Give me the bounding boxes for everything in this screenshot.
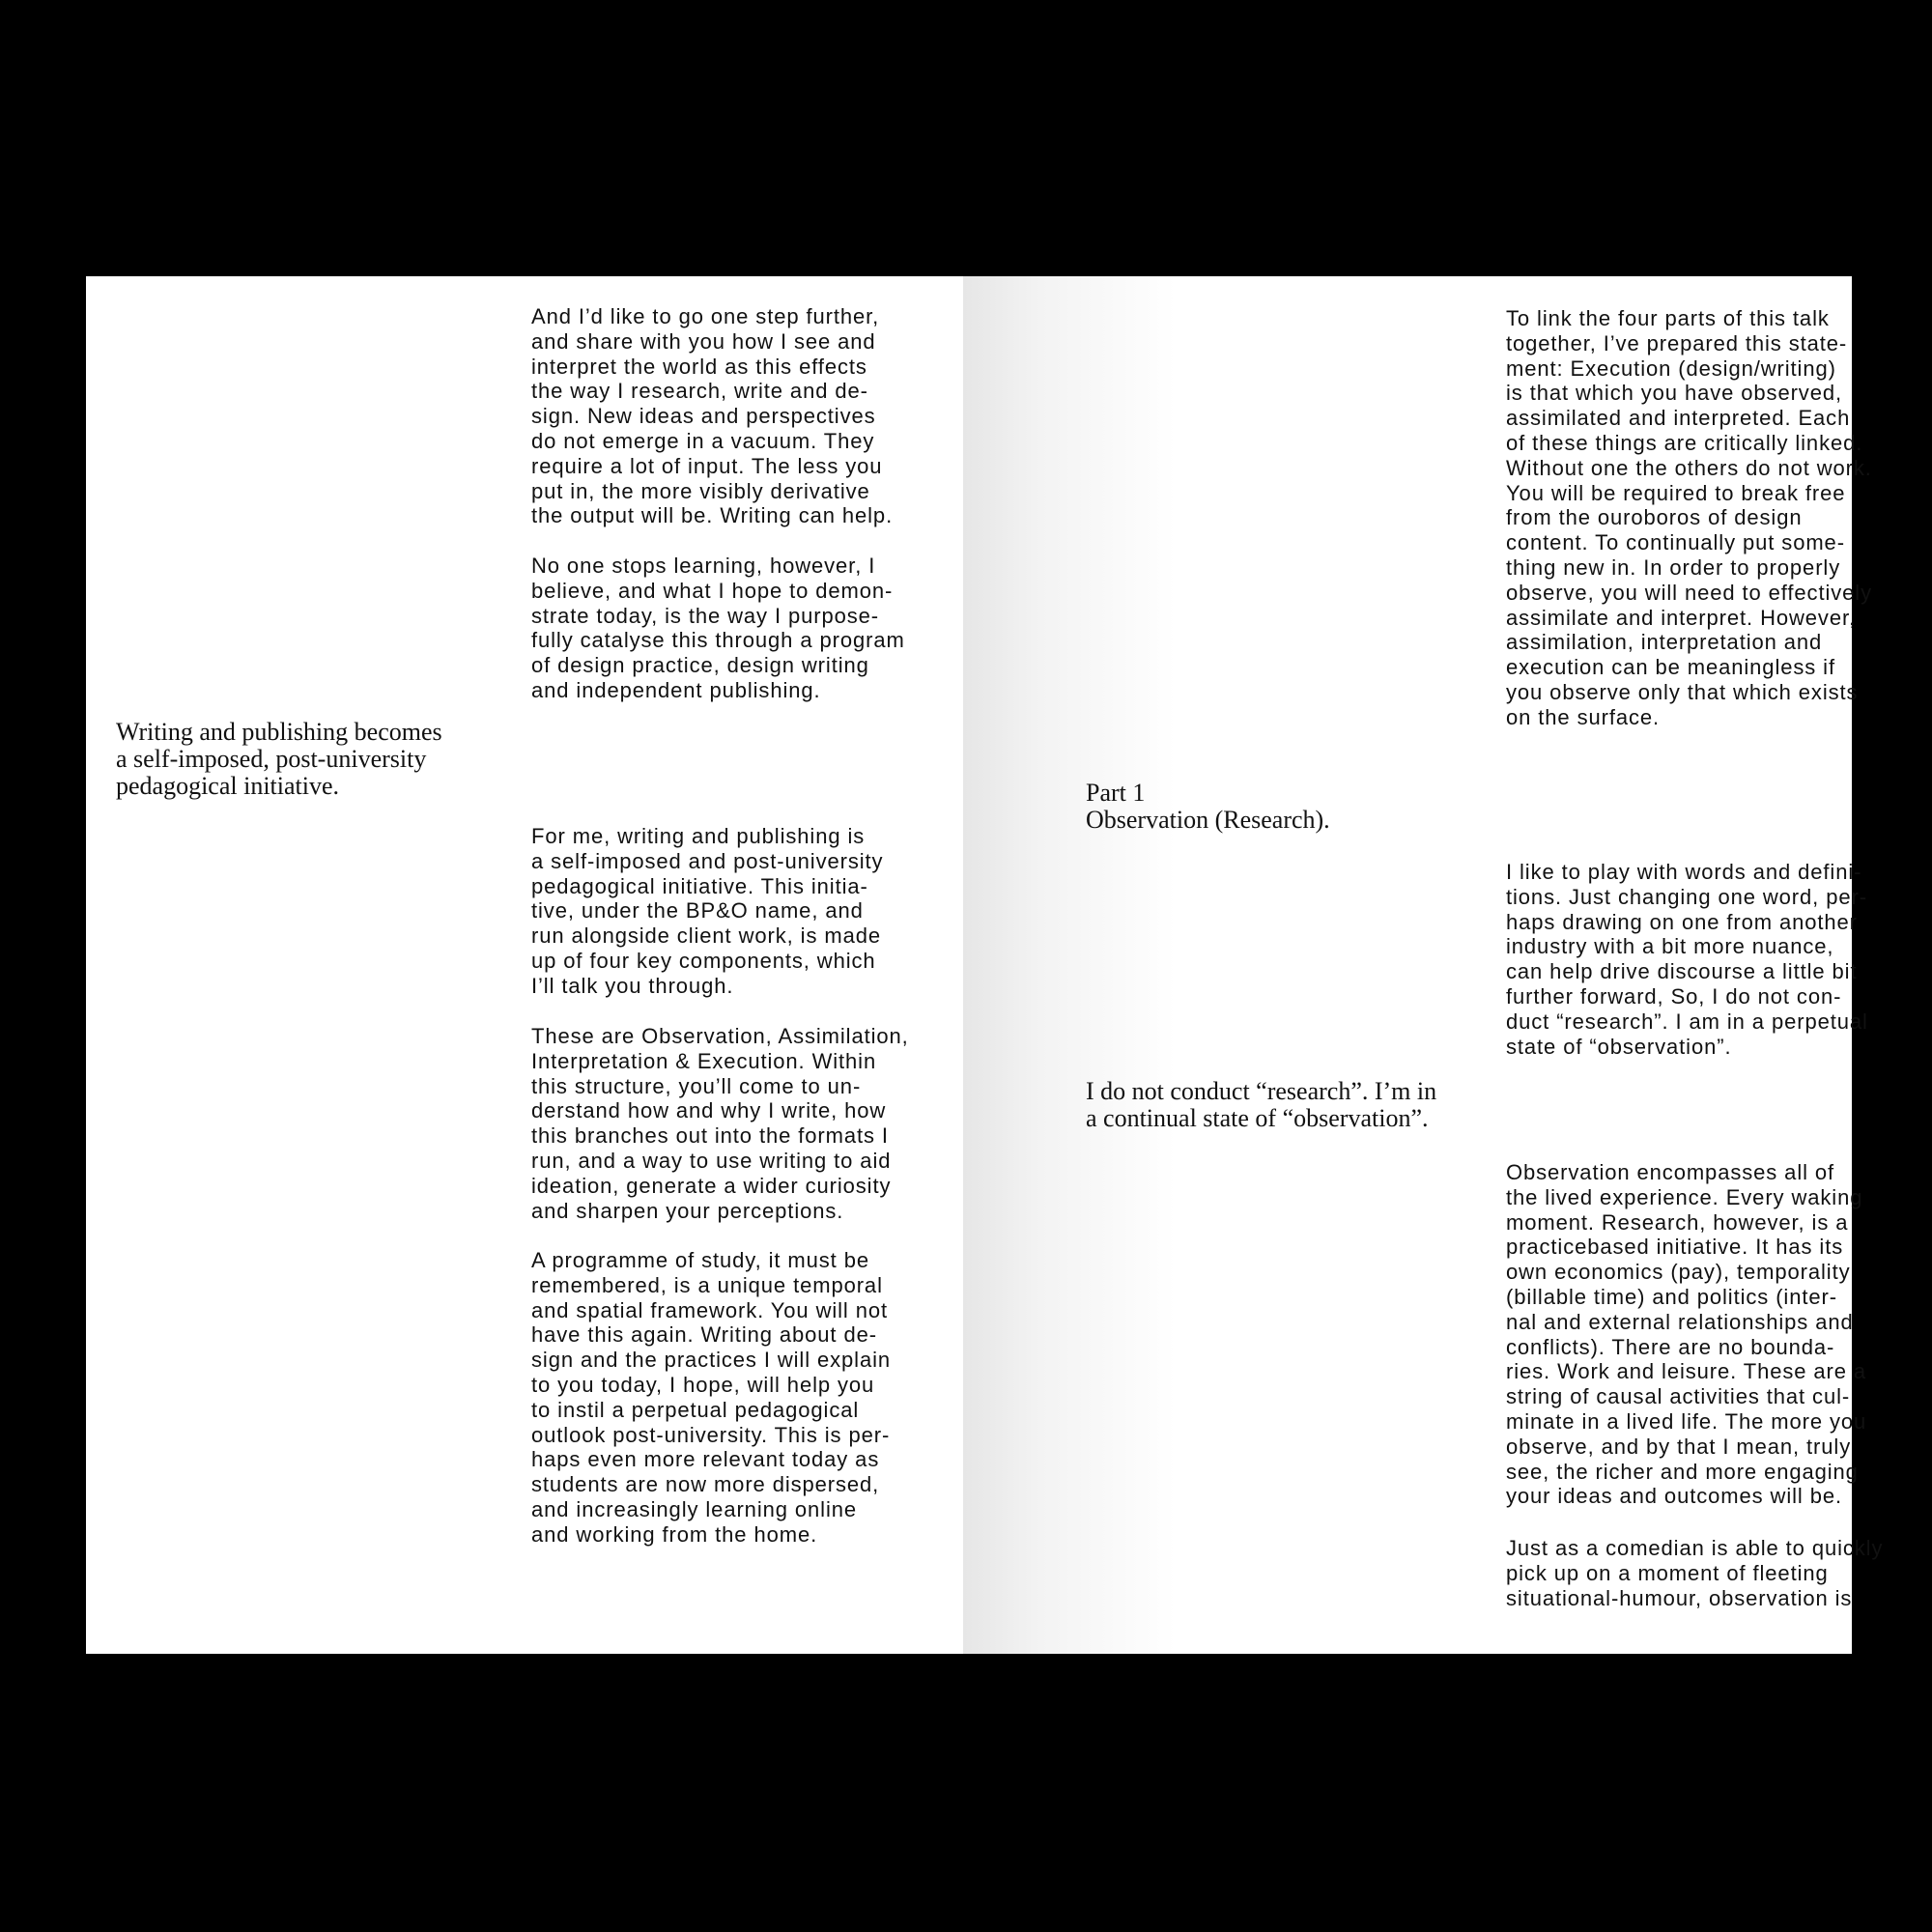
left-paragraph-3: For me, writing and publishing is a self-imposed and post-university pedagogical initiative. This initia- tive, under the BP&O name, and run alongside client work, is made up of four key components, which I’ll talk you through. bbox=[531, 824, 884, 998]
right-paragraph-4: Just as a comedian is able to quickly pick up on a moment of fleeting situational-humour, observation is bbox=[1506, 1536, 1884, 1610]
right-paragraph-3: Observation encompasses all of the lived experience. Every waking moment. Research, however, is a practicebased initiative. It has its own economics (pay), temporality (billable time) and politics (inter- nal and external relationships and conflicts). There are no bounda- ries. Work and leisure. These are a string of causal activities that cul- minate in a lived life. The more you observe, and by that I mean, truly see, the richer and more engaging your ideas and outcomes will be. bbox=[1506, 1160, 1867, 1509]
left-paragraph-1: And I’d like to go one step further, and share with you how I see and interpret the world as this effects the way I research, write and de- sign. New ideas and perspectives do not emerge in a vacuum. They require a lot of input. The less you put in, the more visibly derivative the output will be. Writing can help. bbox=[531, 304, 894, 528]
left-paragraph-4: These are Observation, Assimilation, Interpretation & Execution. Within this structure, you’ll come to un- derstand how and why I write, how this branches out into the formats I run, and a way to use writing to aid ideation, generate a wider curiosity and sharpen your perceptions. bbox=[531, 1024, 909, 1223]
right-page bbox=[963, 276, 1884, 1654]
right-paragraph-1: To link the four parts of this talk together, I’ve prepared this state- ment: Execution (design/writing) is that which you have observed, assimilated and interpreted. Each of these things are critically linked. Without one the others do not work. You will be required to break free from the ouroboros of design content. To continually put some- thing new in. In order to properly observe, you will need to effectively assimilate and interpret. However, assimilation, interpretation and execution can be meaningless if you observe only that which exists on the surface. bbox=[1506, 306, 1872, 729]
right-paragraph-2: I like to play with words and defini- tions. Just changing one word, per- haps drawing on one from another industry with a bit more nuance, can help drive discourse a little bit further forward, So, I do not con- duct “research”. I am in a perpetual state of “observation”. bbox=[1506, 860, 1868, 1059]
left-paragraph-2: No one stops learning, however, I believe, and what I hope to demon- strate today, is the way I purpose- fully catalyse this through a program of design practice, design writing and independent publishing. bbox=[531, 554, 905, 702]
section-heading: Part 1 Observation (Research). bbox=[1086, 779, 1330, 834]
left-pull-quote: Writing and publishing becomes a self-imposed, post-university pedagogical initiative. bbox=[116, 718, 442, 800]
right-pull-quote: I do not conduct “research”. I’m in a continual state of “observation”. bbox=[1086, 1077, 1437, 1132]
open-book-spread bbox=[86, 276, 1884, 1654]
left-paragraph-5: A programme of study, it must be remembered, is a unique temporal and spatial framework. You will not have this again. Writing about de- sign and the practices I will explain to you today, I hope, will help you to instil a perpetual pedagogical outlook post-university. This is per- haps even more relevant today as students are now more dispersed, and increasingly learning online and working from the home. bbox=[531, 1248, 892, 1547]
left-page bbox=[86, 276, 963, 1654]
